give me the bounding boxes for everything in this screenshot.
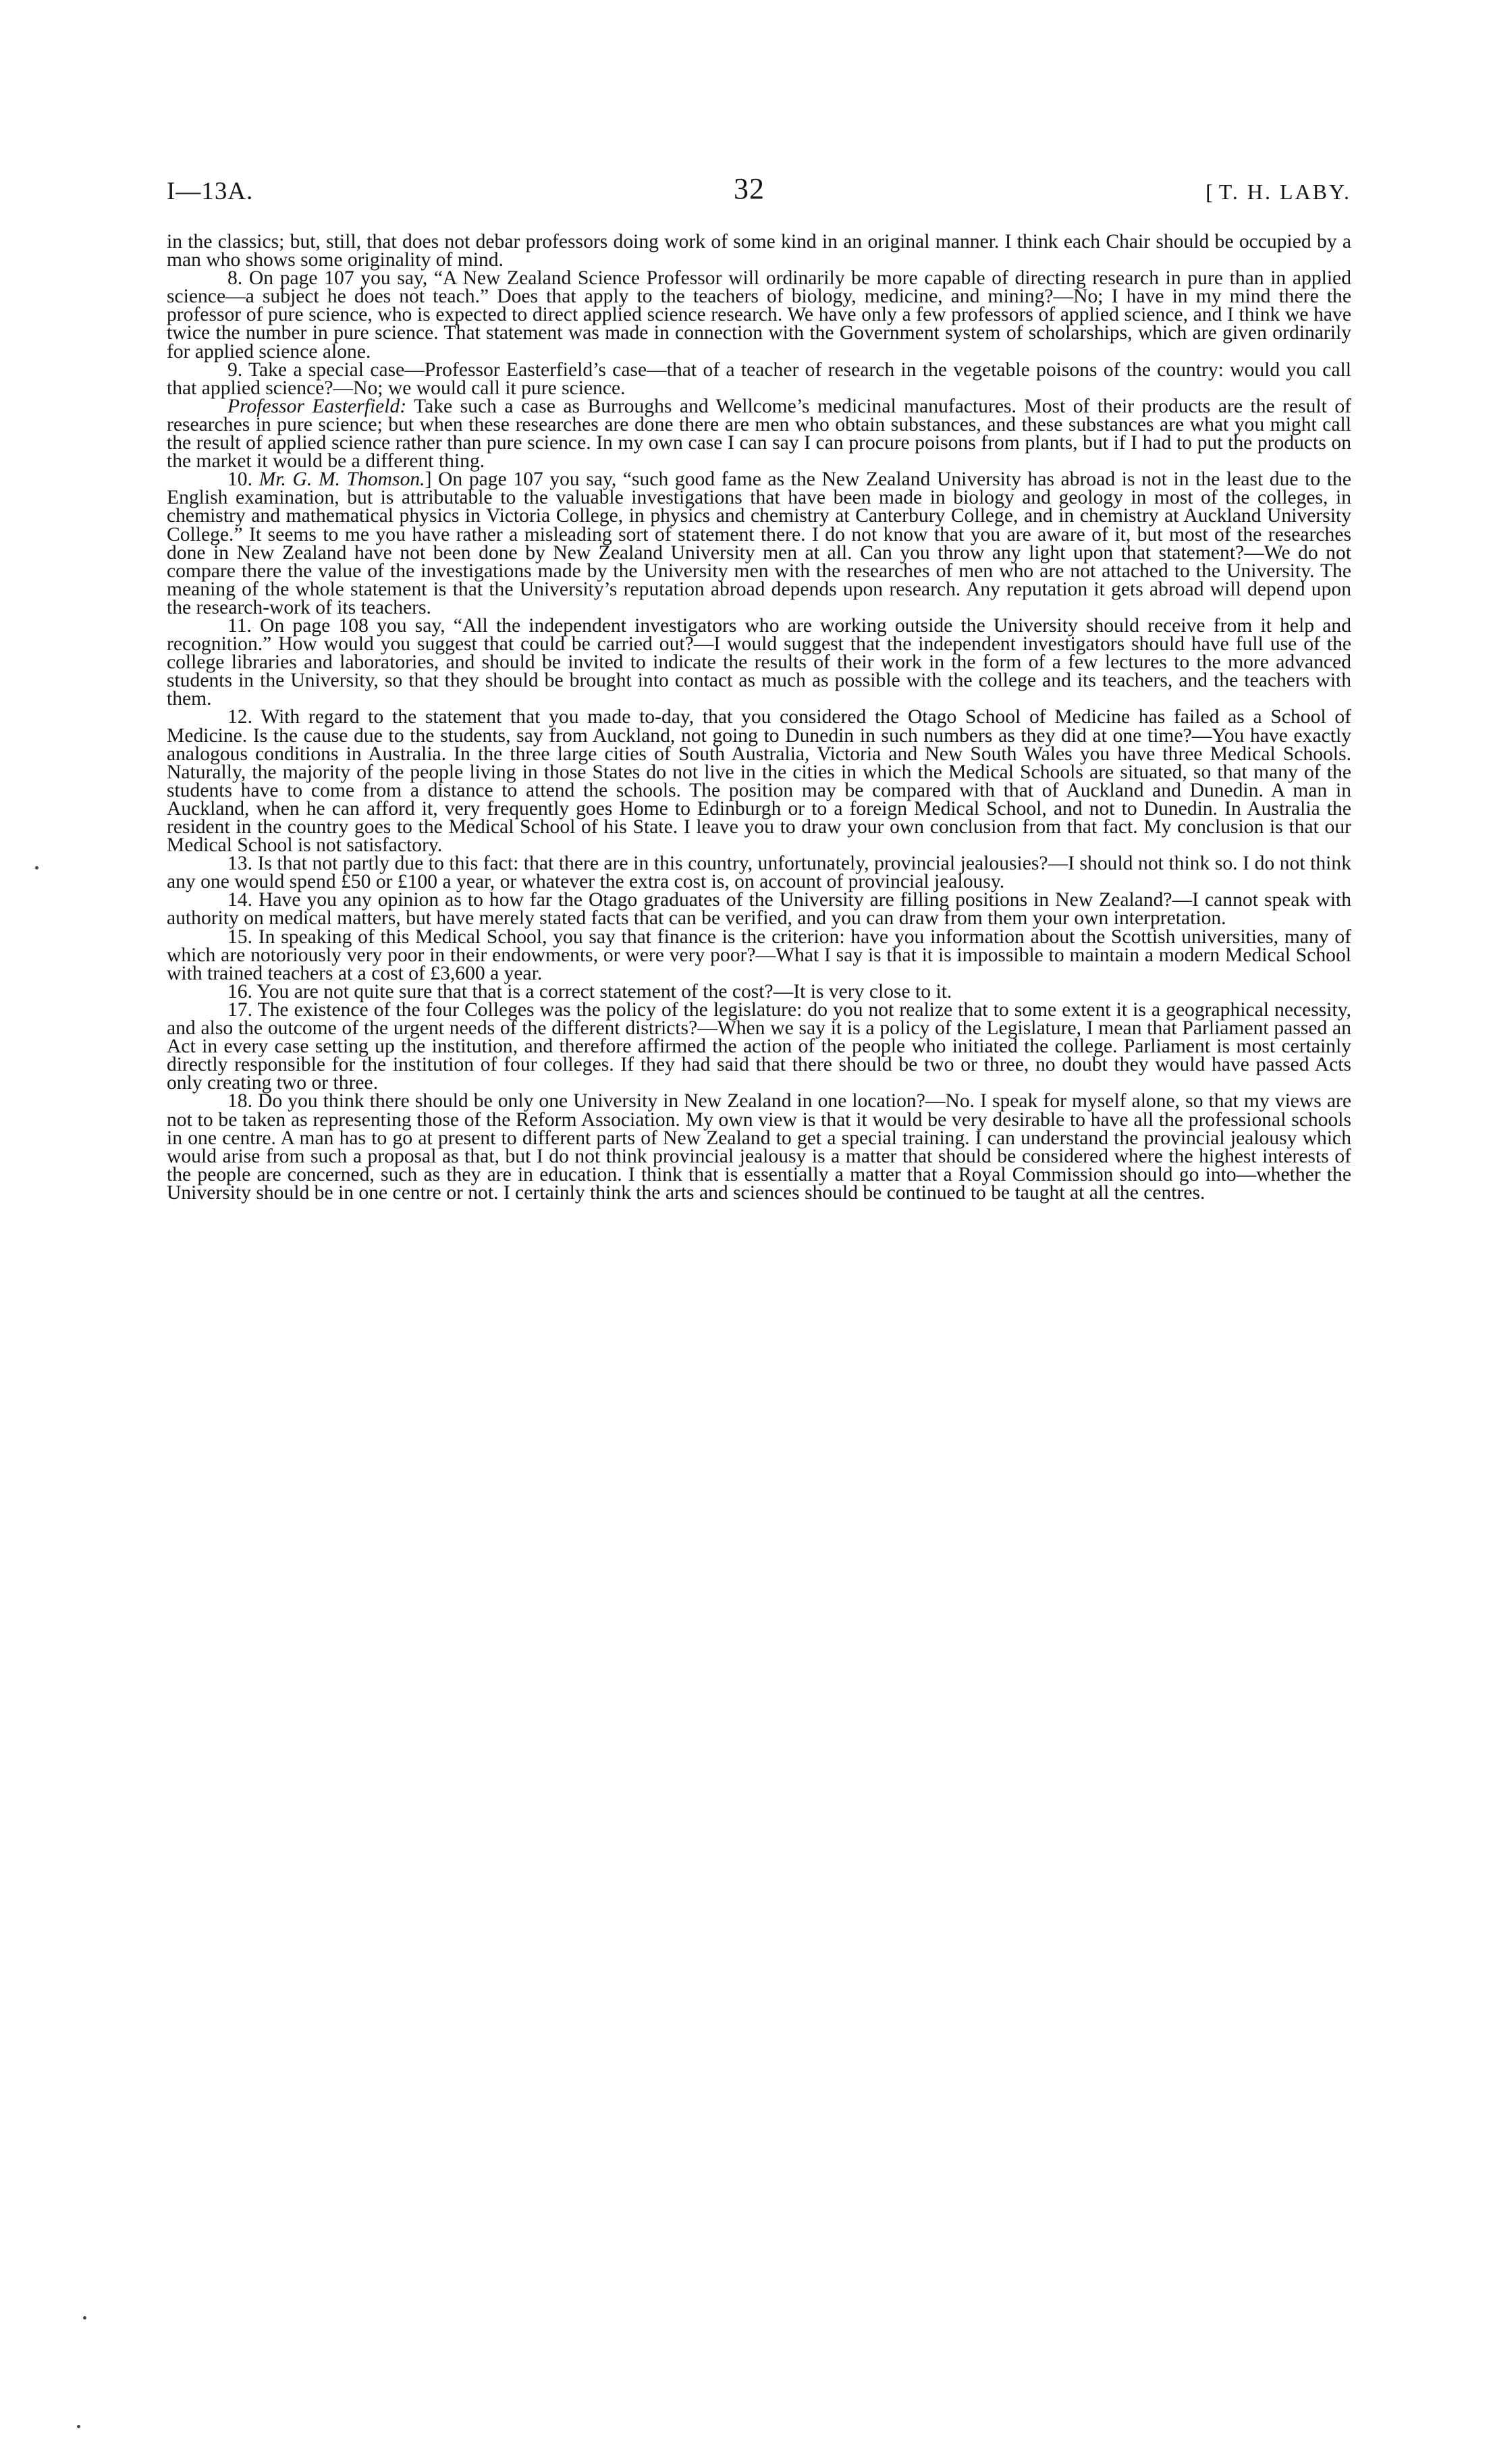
paragraph-easterfield <box>167 395 1351 473</box>
paragraph-question-8: 8. On page 107 you say, “A New Zealand Science Professor will ordinarily be more capable of directing research in pure than in applied science—a subject he does not teach.” Does that apply to the teachers of biology, medicine, and mining?—No; I have in my mind there the professor of pure science, who is expected to direct applied science research. We have only a few professors of applied science, and I think we have twice the number in pure science. That statement was made in connection with the Government system of scholarships, which are given ordinarily for applied science alone. <box>167 267 1351 363</box>
paragraph-question-9: 9. Take a special case—Professor Easterfield’s case—that of a teacher of research in the vegetable poisons of the country: would you call that applied science?—No; we would call it pure science. <box>167 358 1351 399</box>
speaker-name: Mr. G. M. Thomson. <box>259 468 425 491</box>
body-text <box>167 233 1351 1202</box>
bracket-glyph: [ <box>1205 180 1215 204</box>
paragraph-continuation: in the classics; but, still, that does not debar professors doing work of some kind in an original manner. I think each Chair should be occupied by a man who shows some originality of mind. <box>167 231 1351 271</box>
paragraph-question-17: 17. The existence of the four Colleges was the policy of the legislature: do you not realize that to some extent it is a geographical necessity, and also the outcome of the urgent needs of the different districts?—When we say it is a policy of the Legislature, I mean that Parliament passed an Act in every case setting up the institution, and therefore affirmed the action of the people who initiated the college. Parliament is most certainly directly responsible for the institution of four colleges. If they had said that there should be two or three, no doubt they would have passed Acts only creating two or three. <box>167 998 1351 1094</box>
paragraph-question-18: 18. Do you think there should be only one University in New Zealand in one location?—No. I speak for myself alone, so that my views are not to be taken as representing those of the Reform Association. My own view is that it would be very desirable to have all the professional schools in one centre. A man has to go at present to different parts of New Zealand to get a special training. I can understand the provincial jealousy which would arise from such a proposal as that, but I do not think provincial jealousy is a matter that should be considered where the highest interests of the people are concerned, such as they are in education. I think that is essentially a matter that a Royal Commission should go into—whether the University should be in one centre or not. I certainly think the arts and sciences should be continued to be taught at all the centres. <box>167 1090 1351 1204</box>
witness-name-text: T. H. LABY. <box>1218 180 1351 204</box>
question-number: 10. <box>227 468 252 491</box>
page-number: 32 <box>734 172 765 205</box>
paragraph-question-14: 14. Have you any opinion as to how far the Otago graduates of the University are filling positions in New Zealand?—I cannot speak with authority on medical matters, but have merely stated facts that can be verified, and you can draw from them your own interpretation. <box>167 889 1351 930</box>
paragraph-question-11: 11. On page 108 you say, “All the independent investigators who are working outside the University should receive from it help and recognition.” How would you suggest that could be carried out?—I would suggest that the independent investigators should have full use of the college libraries and laboratories, and should be invited to indicate the results of their work in the form of a few lectures to the more advanced students in the University, so that they should be brought into contact as much as possible with the college and its teachers, and the teachers with them. <box>167 614 1351 710</box>
paragraph-question-12: 12. With regard to the statement that you made to-day, that you considered the Otago School of Medicine has failed as a School of Medicine. Is the cause due to the students, say from Auckland, not going to Dunedin in such numbers as they did at one time?—You have exactly analogous conditions in Australia. In the three large cities of South Australia, Victoria and New South Wales you have three Medical Schools. Naturally, the majority of the people living in those States do not live in the cities in which the Medical Schools are situated, so that many of the students have to come from a distance to attend the schools. The position may be compared with that of Auckland and Dunedin. A man in Auckland, when he can afford it, very frequently goes Home to Edinburgh or to a foreign Medical School, and not to Dunedin. In Australia the resident in the country goes to the Medical School of his State. I leave you to draw your own conclusion from that fact. My conclusion is that our Medical School is not satisfactory. <box>167 706 1351 857</box>
report-reference: I—13A. <box>167 178 254 205</box>
speaker-name: Professor Easterfield: <box>227 395 407 417</box>
scan-speck <box>77 2425 80 2428</box>
paragraph-question-16: 16. You are not quite sure that that is a correct statement of the cost?—It is very close to it. <box>227 980 952 1002</box>
speaker-text: Take such a case as Burroughs and Wellcome’s medicinal manufactures. Most of their products are the result of researches in pure science; but when these researches are done there are men who obtain substances, and these substances are what you might call the result of applied science rather than pure science. In my own case I can say I can procure poisons from plants, but if I had to put the products on the market it would be a different thing. <box>167 395 1351 473</box>
page-header <box>167 172 1351 217</box>
paragraph-question-10 <box>167 468 1351 618</box>
paragraph-question-15: 15. In speaking of this Medical School, you say that finance is the criterion: have you information about the Scottish universities, many of which are notoriously very poor in their endowments, or were very poor?—What I say is that it is impossible to maintain a modern Medical School with trained teachers at a cost of £3,600 a year. <box>167 926 1351 984</box>
witness-name <box>1205 180 1351 205</box>
scan-speck <box>83 2316 86 2320</box>
question-text: ] On page 107 you say, “such good fame as the New Zealand University has abroad is not in the least due to the English examination, but is attributable to the valuable investigations that have been made in biology and geology in most of the colleges, in chemistry and mathematical physics in Victoria College, in physics and chemistry at Canterbury College, and in chemistry at Auckland University College.” It seems to me you have rather a misleading sort of statement there. I do not know that you are aware of it, but most of the researches done in New Zealand have not been done by New Zealand University men at all. Can you throw any light upon that statement?—We do not compare there the value of the investigations made by the University men with the researches of men who are not attached to the University. The meaning of the whole statement is that the University’s reputation abroad depends upon research. Any reputation it gets abroad will depend upon the research-work of its teachers. <box>167 468 1351 618</box>
paragraph-question-13: 13. Is that not partly due to this fact: that there are in this country, unfortunately, provincial jealousies?—I should not think so. I do not think any one would spend £50 or £100 a year, or whatever the extra cost is, on account of provincial jealousy. <box>167 853 1351 893</box>
scan-speck <box>35 866 38 869</box>
